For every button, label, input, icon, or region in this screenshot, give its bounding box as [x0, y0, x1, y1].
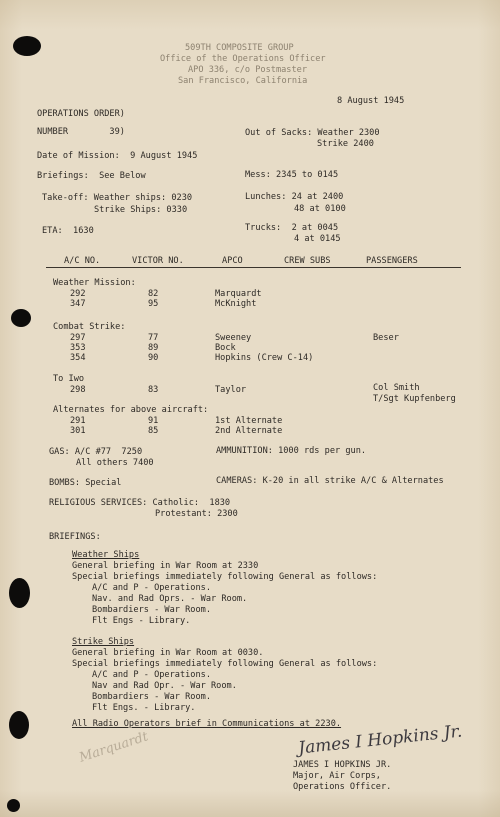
strike-ships-line-2: Special briefings immediately following General as follows: [72, 659, 378, 669]
alternate-2-victor: 85 [148, 426, 159, 436]
punch-hole-top [13, 36, 41, 56]
alternate-1-ac: 291 [70, 416, 86, 426]
document-date: 8 August 1945 [337, 96, 405, 106]
mission-date: Date of Mission: 9 August 1945 [37, 151, 198, 161]
iwo-row-ac: 298 [70, 385, 86, 395]
gas-line-1: GAS: A/C #77 7250 [49, 447, 143, 457]
alternates-title: Alternates for above aircraft: [53, 405, 209, 415]
weather-ships-line-6: Flt Engs - Library. [92, 616, 191, 626]
alternate-1-victor: 91 [148, 416, 159, 426]
weather-ships-title: Weather Ships [72, 550, 140, 560]
lunches-1: Lunches: 24 at 2400 [245, 192, 344, 202]
order-number: NUMBER 39) [37, 127, 125, 137]
punch-hole-lower [9, 711, 29, 739]
margin-pencil-mark: Marquardt [77, 729, 151, 766]
ammunition: AMMUNITION: 1000 rds per gun. [216, 446, 367, 456]
radio-operators-note: All Radio Operators brief in Communications at 2230. [72, 719, 342, 729]
lunches-2: 48 at 0100 [294, 204, 346, 214]
letterhead-line-3: APO 336, c/o Postmaster [188, 65, 307, 75]
combat-strike-title: Combat Strike: [53, 322, 126, 332]
weather-row-1-apco: Marquardt [215, 289, 262, 299]
weather-row-2-ac: 347 [70, 299, 86, 309]
punch-hole-middle [9, 578, 30, 608]
out-of-sacks-weather: Out of Sacks: Weather 2300 [245, 128, 380, 138]
punch-hole-bottom [7, 799, 20, 812]
weather-ships-line-4: Nav. and Rad Oprs. - War Room. [92, 594, 248, 604]
weather-row-1-victor: 82 [148, 289, 159, 299]
strike-ships-line-4: Nav and Rad Opr. - War Room. [92, 681, 237, 691]
services-protestant: Protestant: 2300 [155, 509, 238, 519]
letterhead-line-1: 509TH COMPOSITE GROUP [185, 43, 294, 53]
mess-times: Mess: 2345 to 0145 [245, 170, 339, 180]
cameras: CAMERAS: K-20 in all strike A/C & Alternates [216, 476, 444, 486]
header-crew-subs: CREW SUBS [284, 256, 331, 266]
header-victor-no: VICTOR NO. [132, 256, 184, 266]
weather-ships-line-1: General briefing in War Room at 2330 [72, 561, 259, 571]
weather-row-2-victor: 95 [148, 299, 159, 309]
trucks-1: Trucks: 2 at 0045 [245, 223, 339, 233]
strike-ships-line-1: General briefing in War Room at 0030. [72, 648, 264, 658]
alternate-1-role: 1st Alternate [215, 416, 283, 426]
header-apco: APCO [222, 256, 243, 266]
combat-row-2-ac: 353 [70, 343, 86, 353]
weather-row-1-ac: 292 [70, 289, 86, 299]
takeoff-strike: Strike Ships: 0330 [94, 205, 188, 215]
letterhead-line-4: San Francisco, California [178, 76, 308, 86]
combat-row-3-ac: 354 [70, 353, 86, 363]
strike-ships-line-6: Flt Engs. - Library. [92, 703, 196, 713]
weather-mission-title: Weather Mission: [53, 278, 136, 288]
signature-rank: Major, Air Corps, [293, 771, 381, 781]
weather-row-2-apco: McKnight [215, 299, 257, 309]
briefings-title: BRIEFINGS: [49, 532, 101, 542]
iwo-passenger-2: T/Sgt Kupfenberg [373, 394, 456, 404]
alternate-2-role: 2nd Alternate [215, 426, 283, 436]
weather-ships-line-3: A/C and P - Operations. [92, 583, 211, 593]
out-of-sacks-strike: Strike 2400 [317, 139, 374, 149]
combat-row-2-victor: 89 [148, 343, 159, 353]
weather-ships-line-5: Bombardiers - War Room. [92, 605, 211, 615]
briefings-note: Briefings: See Below [37, 171, 146, 181]
takeoff-weather: Take-off: Weather ships: 0230 [42, 193, 193, 203]
eta: ETA: 1630 [42, 226, 94, 236]
handwritten-signature: James I Hopkins Jr. [297, 721, 464, 759]
combat-row-2-apco: Bock [215, 343, 236, 353]
strike-ships-line-3: A/C and P - Operations. [92, 670, 211, 680]
signature-title: Operations Officer. [293, 782, 392, 792]
iwo-row-apco: Taylor [215, 385, 247, 395]
punch-hole-upper [11, 309, 31, 327]
combat-row-1-apco: Sweeney [215, 333, 252, 343]
iwo-row-victor: 83 [148, 385, 159, 395]
bombs: BOMBS: Special [49, 478, 122, 488]
services-catholic: RELIGIOUS SERVICES: Catholic: 1830 [49, 498, 231, 508]
combat-row-1-ac: 297 [70, 333, 86, 343]
iwo-passenger-1: Col Smith [373, 383, 420, 393]
weather-ships-line-2: Special briefings immediately following General as follows: [72, 572, 378, 582]
alternate-2-ac: 301 [70, 426, 86, 436]
gas-line-2: All others 7400 [76, 458, 154, 468]
operations-order-label: OPERATIONS ORDER) [37, 109, 125, 119]
combat-row-1-victor: 77 [148, 333, 159, 343]
combat-row-1-passenger: Beser [373, 333, 399, 343]
header-passengers: PASSENGERS [366, 256, 418, 266]
combat-row-3-apco: Hopkins (Crew C-14) [215, 353, 314, 363]
iwo-title: To Iwo [53, 374, 85, 384]
signature-name: JAMES I HOPKINS JR. [293, 760, 392, 770]
strike-ships-title: Strike Ships [72, 637, 135, 647]
header-rule [46, 267, 461, 268]
strike-ships-line-5: Bombardiers - War Room. [92, 692, 211, 702]
header-ac-no: A/C NO. [64, 256, 101, 266]
letterhead-line-2: Office of the Operations Officer [160, 54, 326, 64]
trucks-2: 4 at 0145 [294, 234, 341, 244]
combat-row-3-victor: 90 [148, 353, 159, 363]
